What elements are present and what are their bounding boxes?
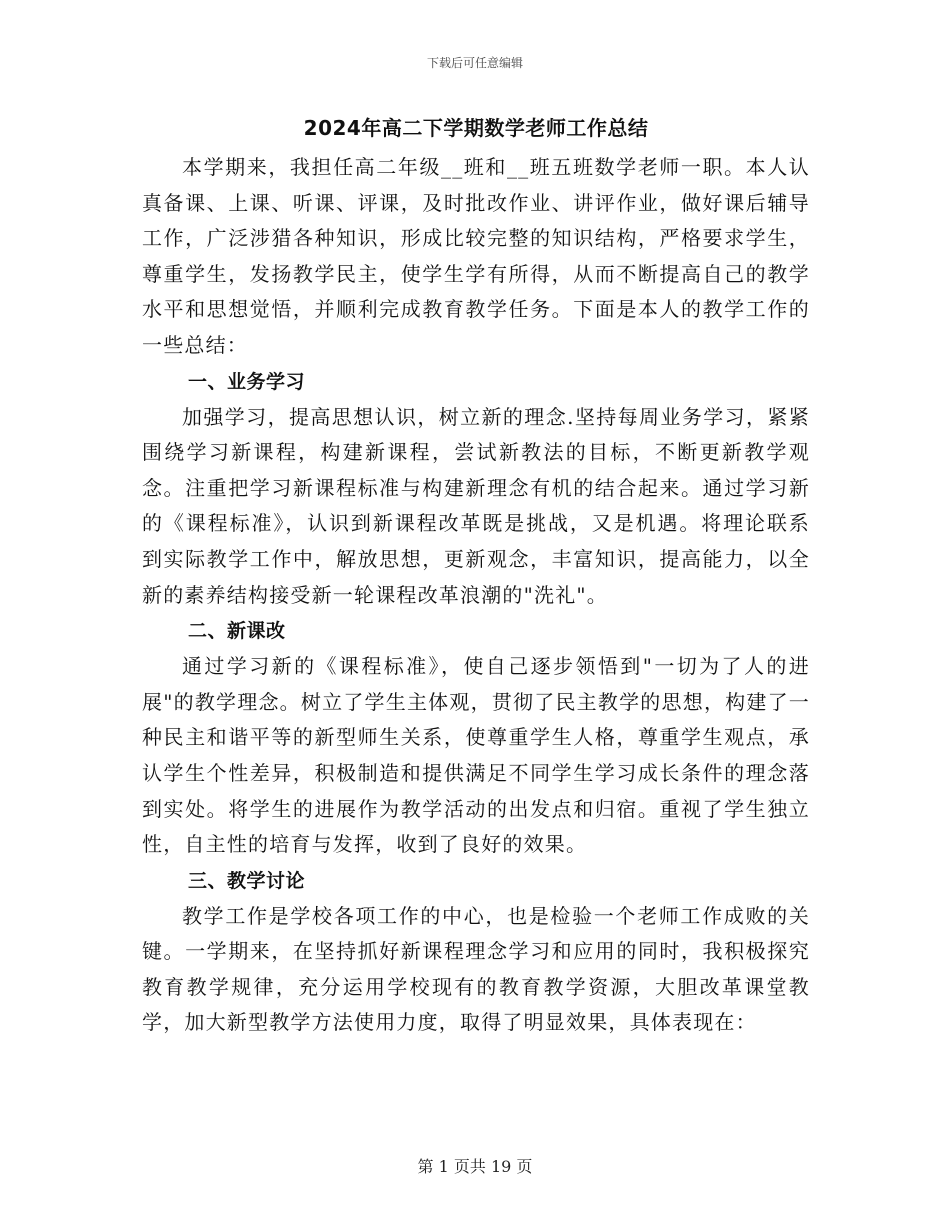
section-paragraph-3: 教学工作是学校各项工作的中心，也是检验一个老师工作成败的关键。一学期来，在坚持抓好新课程理念学习和应用的同时，我积极探究教育教学规律，充分运用学校现有的教育教学资源，大胆改革课堂教学，加大新型教学方法使用力度，取得了明显效果，具体表现在： — [142, 903, 810, 1035]
header-note: 下载后可任意编辑 — [426, 56, 523, 70]
section-heading-1: 一、业务学习 — [188, 370, 306, 393]
section-heading-2: 二、新课改 — [188, 620, 286, 643]
section-paragraph-2: 通过学习新的《课程标准》，使自己逐步领悟到"一切为了人的进展"的教学理念。树立了学生主体观，贯彻了民主教学的思想，构建了一种民主和谐平等的新型师生关系，使尊重学生人格，尊重学生观点，承认学生个性差异，积极制造和提供满足不同学生学习成长条件的理念落到实处。将学生的进展作为教学活动的出发点和归宿。重视了学生独立性，自主性的培育与发挥，收到了良好的效果。 — [142, 654, 810, 857]
page-number: 第 1 页共 19 页 — [417, 1157, 533, 1176]
intro-paragraph: 本学期来，我担任高二年级__班和__班五班数学老师一职。本人认真备课、上课、听课、评课，及时批改作业、讲评作业，做好课后辅导工作，广泛涉猎各种知识，形成比较完整的知识结构，严格要求学生，尊重学生，发扬教学民主，使学生学有所得，从而不断提高自己的教学水平和思想觉悟，并顺利完成教育教学任务。下面是本人的教学工作的一些总结： — [142, 155, 810, 357]
document-title: 2024年高二下学期数学老师工作总结 — [303, 116, 649, 140]
section-paragraph-1: 加强学习，提高思想认识，树立新的理念.坚持每周业务学习，紧紧围绕学习新课程，构建新课程，尝试新教法的目标，不断更新教学观念。注重把学习新课程标准与构建新理念有机的结合起来。通过学习新的《课程标准》，认识到新课程改革既是挑战，又是机遇。将理论联系到实际教学工作中，解放思想，更新观念，丰富知识，提高能力，以全新的素养结构接受新一轮课程改革浪潮的"洗礼"。 — [142, 404, 810, 607]
section-heading-3: 三、教学讨论 — [188, 869, 306, 892]
document-body — [142, 108, 810, 1041]
